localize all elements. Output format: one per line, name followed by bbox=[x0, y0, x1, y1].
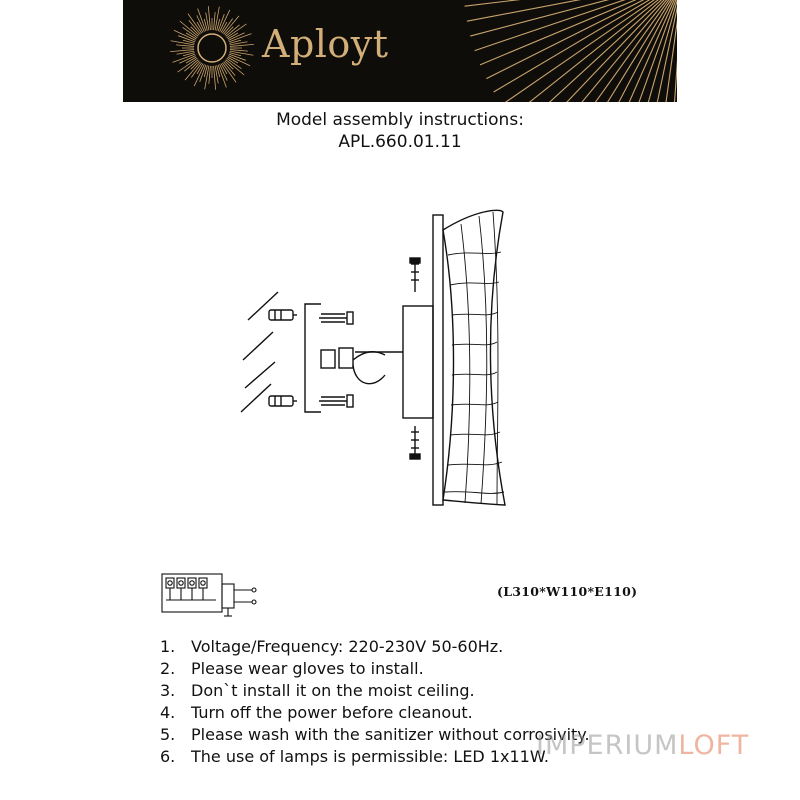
list-item bbox=[160, 746, 590, 768]
wiring-schematic bbox=[160, 570, 260, 620]
list-item bbox=[160, 702, 590, 724]
brand-banner bbox=[123, 0, 677, 102]
list-number: 2. bbox=[160, 659, 176, 678]
list-text: Voltage/Frequency: 220-230V 50-60Hz. bbox=[191, 637, 504, 656]
sun-core-icon bbox=[198, 34, 226, 62]
bolt-top bbox=[410, 258, 420, 292]
list-item bbox=[160, 680, 590, 702]
wall-plug-top bbox=[269, 310, 297, 320]
list-number: 4. bbox=[160, 703, 176, 722]
sunburst-rays-icon bbox=[463, 0, 677, 102]
wall-plug-bottom bbox=[269, 396, 297, 406]
instructions-list bbox=[160, 636, 590, 768]
watermark bbox=[536, 730, 749, 761]
watermark-part1: IMPERIUM bbox=[536, 730, 679, 761]
list-text: The use of lamps is permissible: LED 1x11W. bbox=[191, 747, 549, 766]
sunburst-graphic bbox=[123, 0, 677, 102]
list-text: Turn off the power before cleanout. bbox=[191, 703, 473, 722]
list-item bbox=[160, 658, 590, 680]
list-number: 1. bbox=[160, 637, 176, 656]
screw-bottom bbox=[319, 395, 353, 407]
mounting-bracket bbox=[305, 304, 321, 412]
list-item bbox=[160, 636, 590, 658]
list-item bbox=[160, 724, 590, 746]
watermark-part2: LOFT bbox=[678, 730, 750, 761]
screw-top bbox=[319, 312, 353, 324]
lamp-base-plate bbox=[403, 306, 433, 418]
model-number: APL.660.01.11 bbox=[338, 132, 462, 152]
assembly-diagram bbox=[235, 200, 535, 520]
terminal-block bbox=[321, 348, 403, 384]
dimensions-label: (L310*W110*E110) bbox=[497, 584, 638, 599]
list-text: Please wear gloves to install. bbox=[191, 659, 424, 678]
list-number: 5. bbox=[160, 725, 176, 744]
list-number: 3. bbox=[160, 681, 176, 700]
list-text: Please wash with the sanitizer without corrosivity. bbox=[191, 725, 590, 744]
document-title: Model assembly instructions: bbox=[276, 110, 524, 130]
lamp-back-frame bbox=[433, 215, 443, 505]
brand-logo-text: Aployt bbox=[262, 22, 389, 66]
list-text: Don`t install it on the moist ceiling. bbox=[191, 681, 475, 700]
bolt-bottom bbox=[410, 426, 420, 459]
list-number: 6. bbox=[160, 747, 176, 766]
